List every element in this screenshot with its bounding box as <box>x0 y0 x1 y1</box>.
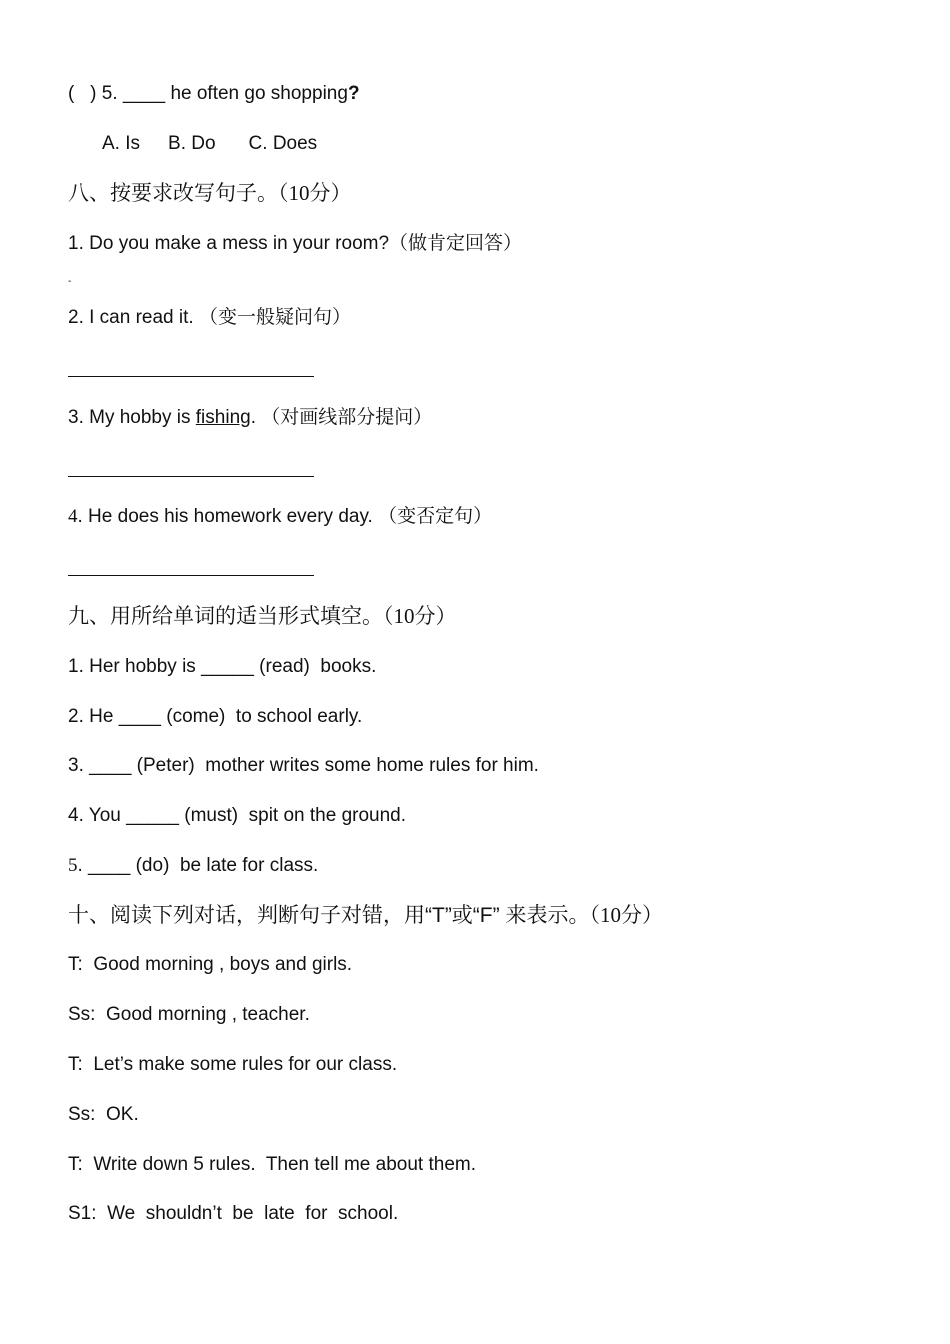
rewrite-item-3-post: . （对画线部分提问） <box>250 407 433 428</box>
section-8-unit: 分） <box>309 182 352 205</box>
option-c: C. Does <box>248 133 318 154</box>
fill-item-5-text: . ____ (do) be late for class. <box>77 855 319 876</box>
option-b: B. Do <box>168 133 216 154</box>
section-10-unit: 分） <box>620 904 663 927</box>
section-9-score: 10 <box>393 604 415 628</box>
rewrite-item-1: 1. Do you make a mess in your room?（做肯定回答） <box>68 233 523 254</box>
dialogue-line-2: Ss: Good morning , teacher. <box>68 1004 310 1025</box>
dialogue-line-4: Ss: OK. <box>68 1104 139 1125</box>
rewrite-item-3-underlined: fishing <box>195 407 251 428</box>
fill-item-3: 3. ____ (Peter) mother writes some home rules for him. <box>68 755 539 776</box>
question-5-qmark: ? <box>347 83 360 104</box>
dialogue-line-5: T: Write down 5 rules. Then tell me about them. <box>68 1154 476 1175</box>
rewrite-item-4-num: 4 <box>68 506 78 527</box>
section-8-heading <box>68 181 352 206</box>
section-8-title: 八、按要求改写句子。（ <box>68 182 289 205</box>
rewrite-item-4-text: . He does his homework every day. （变否定句） <box>77 506 493 527</box>
section-10-score: 10 <box>599 903 621 927</box>
section-9-unit: 分） <box>414 605 457 628</box>
dialogue-line-6: S1: We shouldn’t be late for school. <box>68 1203 399 1224</box>
section-9-heading <box>68 604 457 629</box>
section-8-score: 10 <box>288 181 310 205</box>
question-5 <box>68 82 360 106</box>
rewrite-item-3 <box>68 406 432 430</box>
section-10-title: 十、阅读下列对话，判断句子对错，用“T”或“F” 来表示。（ <box>68 904 600 927</box>
question-5-options <box>102 132 317 156</box>
fill-item-5 <box>68 854 318 878</box>
section-10-heading <box>68 903 663 928</box>
answer-line-3 <box>68 476 314 477</box>
rewrite-item-2: 2. I can read it. （变一般疑问句） <box>68 307 351 328</box>
rewrite-item-3-pre: 3. My hobby is <box>68 407 196 428</box>
answer-line-4 <box>68 575 314 576</box>
dialogue-line-1: T: Good morning , boys and girls. <box>68 954 353 975</box>
option-a: A. Is <box>102 133 141 154</box>
rewrite-item-4 <box>68 505 492 529</box>
fill-item-2: 2. He ____ (come) to school early. <box>68 706 363 727</box>
question-5-text: ( ) 5. ____ he often go shopping <box>68 83 348 104</box>
fill-item-4: 4. You _____ (must) spit on the ground. <box>68 805 407 826</box>
fill-item-5-num: 5 <box>68 855 78 876</box>
fill-item-1: 1. Her hobby is _____ (read) books. <box>68 656 377 677</box>
dialogue-line-3: T: Let’s make some rules for our class. <box>68 1054 398 1075</box>
rewrite-item-1-blank: - <box>68 276 72 287</box>
answer-line-2 <box>68 376 314 377</box>
section-9-title: 九、用所给单词的适当形式填空。（ <box>68 605 394 628</box>
